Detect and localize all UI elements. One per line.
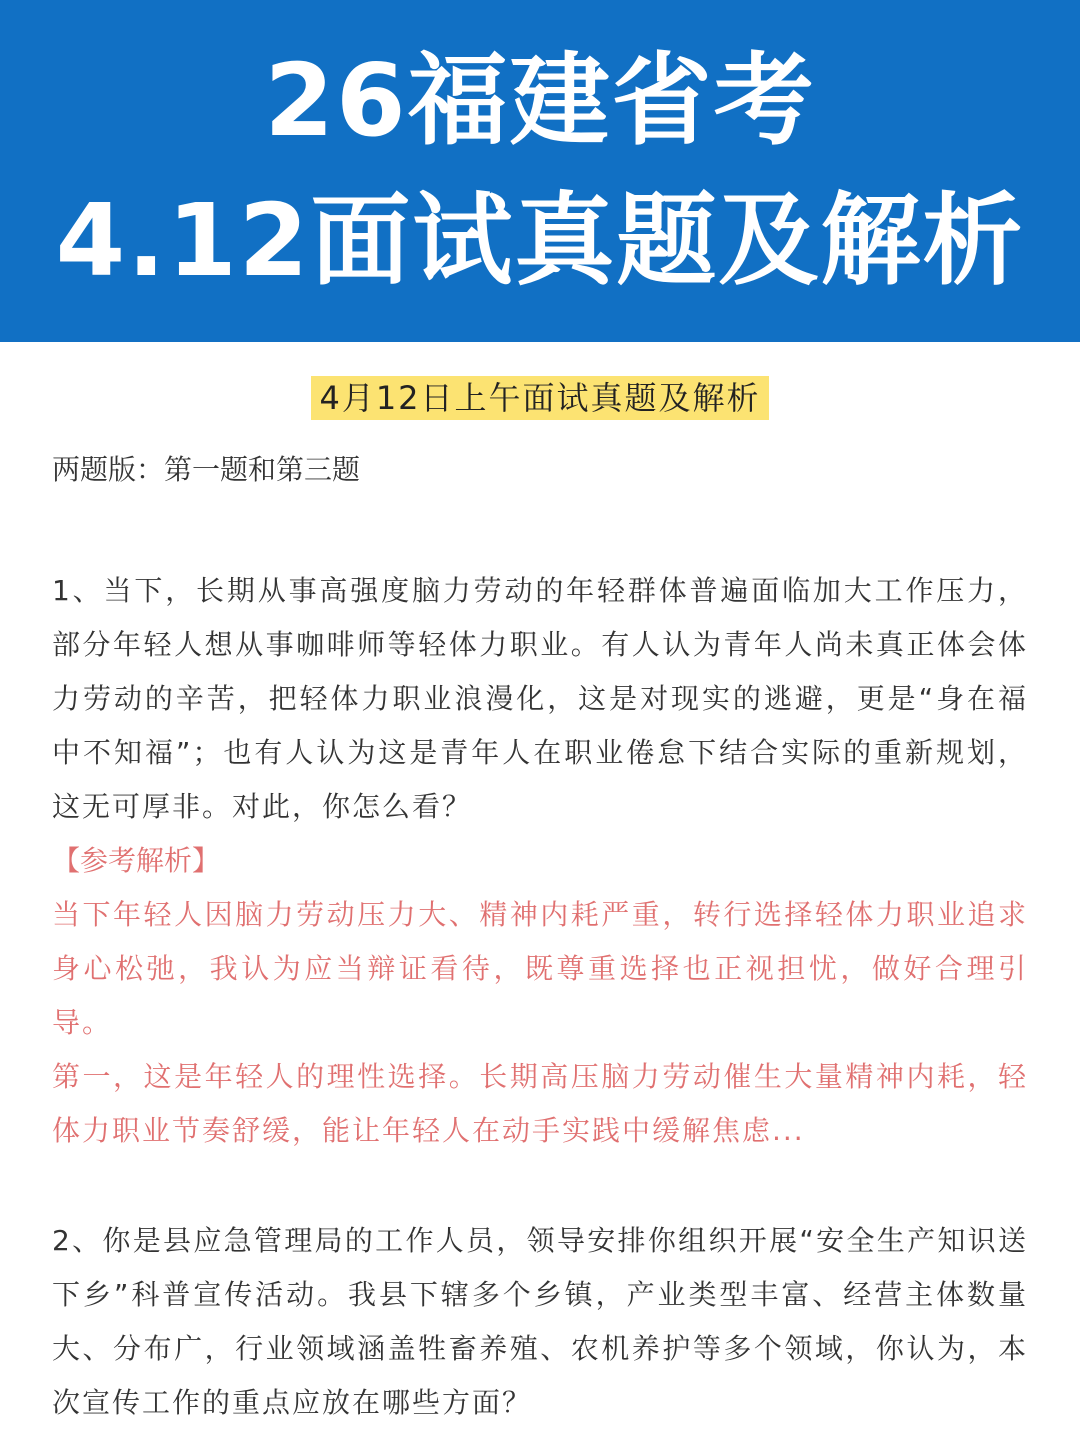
reference-label: 【参考解析】: [52, 844, 221, 877]
question-2: 2、你是县应急管理局的工作人员，领导安排你组织开展“安全生产知识送下乡”科普宣传活动。我县下辖多个乡镇，产业类型丰富、经营主体数量大、分布广，行业领域涵盖牲畜养殖、农机养护等多个领域，你认为，本次宣传工作的重点应放在哪些方面？: [52, 1224, 1028, 1419]
question-1: 1、当下，长期从事高强度脑力劳动的年轻群体普遍面临加大工作压力，部分年轻人想从事咖啡师等轻体力职业。有人认为青年人尚未真正体会体力劳动的辛苦，把轻体力职业浪漫化，这是对现实的逃避，更是“身在福中不知福”；也有人认为这是青年人在职业倦怠下结合实际的重新规划，这无可厚非。对此，你怎么看？: [52, 574, 1028, 823]
version-note: 两题版：第一题和第三题: [52, 453, 361, 486]
banner-title-line2: 4.12面试真题及解析: [55, 182, 1025, 299]
subtitle-highlight: 4月12日上午面试真题及解析: [311, 376, 768, 420]
banner-title-line1: 26福建省考: [264, 42, 816, 159]
subtitle-container: [0, 376, 1080, 424]
answer-paragraph-1: 当下年轻人因脑力劳动压力大、精神内耗严重，转行选择轻体力职业追求身心松弛，我认为应当辩证看待，既尊重选择也正视担忧，做好合理引导。: [52, 898, 1028, 1039]
answer-paragraph-2: 第一，这是年轻人的理性选择。长期高压脑力劳动催生大量精神内耗，轻体力职业节奏舒缓，能让年轻人在动手实践中缓解焦虑...: [52, 1060, 1028, 1147]
article-content: [0, 450, 1080, 1430]
title-banner: [0, 0, 1080, 342]
